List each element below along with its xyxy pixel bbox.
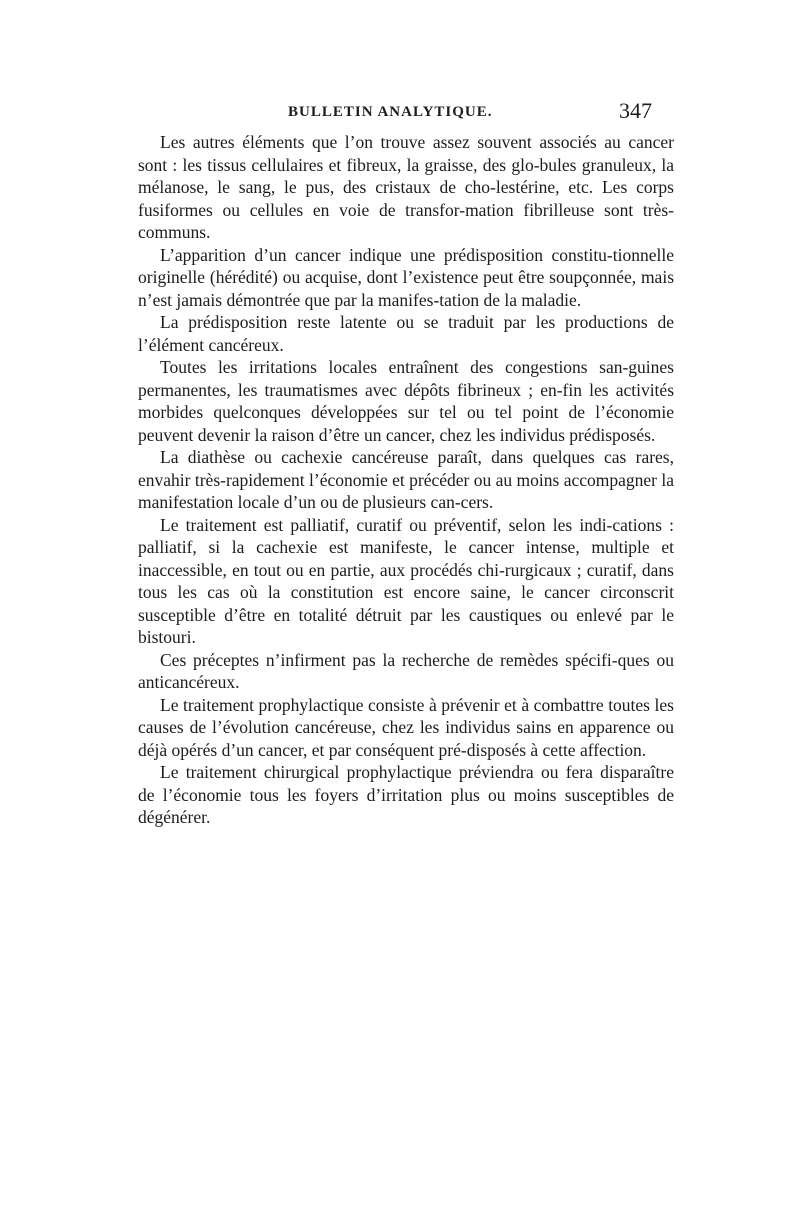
paragraph-treatment: Le traitement est palliatif, curatif ou préventif, selon les indi-cations : palliatif, si la cachexie est manifeste, le cancer intense, multiple et inaccessible, en tout ou en partie, aux procédés chi-rurgicaux ; curatif, dans tous les cas où la constitution est encore saine, le cancer circonscrit susceptible d’être en totalité détruit par les caustiques ou enlevé par le bistouri. — [138, 514, 674, 647]
page-number: 347 — [619, 98, 652, 123]
paragraph-precepts: Ces préceptes n’infirment pas la recherche de remèdes spécifi-ques ou anticancéreux. — [138, 649, 674, 692]
paragraph-predisposition-origin: L’apparition d’un cancer indique une prédisposition constitu-tionnelle originelle (hérédité) ou acquise, dont l’existence peut être soupçonnée, mais n’est jamais démontrée que par la manifes-tation de la maladie. — [138, 244, 674, 310]
paragraph-associated-elements: Les autres éléments que l’on trouve assez souvent associés au cancer sont : les tissus cellulaires et fibreux, la graisse, des glo-bules granuleux, la mélanose, le sang, le pus, des cristaux de cho-lestérine, etc. Les corps fusiformes ou cellules en voie de transfor-mation fibrilleuse sont très-communs. — [138, 132, 674, 242]
paragraph-diathesis: La diathèse ou cachexie cancéreuse paraît, dans quelques cas rares, envahir très-rapidement l’économie et précéder ou au moins accompagner la manifestation locale d’un ou de plusieurs can-cers. — [138, 447, 674, 512]
paragraph-latent-predisposition: La prédisposition reste latente ou se traduit par les productions de l’élément cancéreux. — [138, 312, 674, 355]
paragraph-surgical-prophylaxis: Le traitement chirurgical prophylactique préviendra ou fera disparaître de l’économie tous les foyers d’irritation plus ou moins susceptibles de dégénérer. — [138, 762, 674, 827]
paragraph-local-irritations: Toutes les irritations locales entraînent des congestions san-guines permanentes, les traumatismes avec dépôts fibrineux ; en-fin les activités morbides quelconques développées sur tel ou tel point de l’économie peuvent devenir la raison d’être un cancer, chez les individus prédisposés. — [138, 357, 674, 445]
body-text — [138, 131, 674, 829]
running-header — [138, 98, 658, 128]
header-title: BULLETIN ANALYTIQUE. — [288, 104, 493, 120]
paragraph-prophylactic-treatment: Le traitement prophylactique consiste à prévenir et à combattre toutes les causes de l’évolution cancéreuse, chez les individus sains en apparence ou déjà opérés d’un cancer, et par conséquent pré-disposés à cette affection. — [138, 694, 674, 760]
